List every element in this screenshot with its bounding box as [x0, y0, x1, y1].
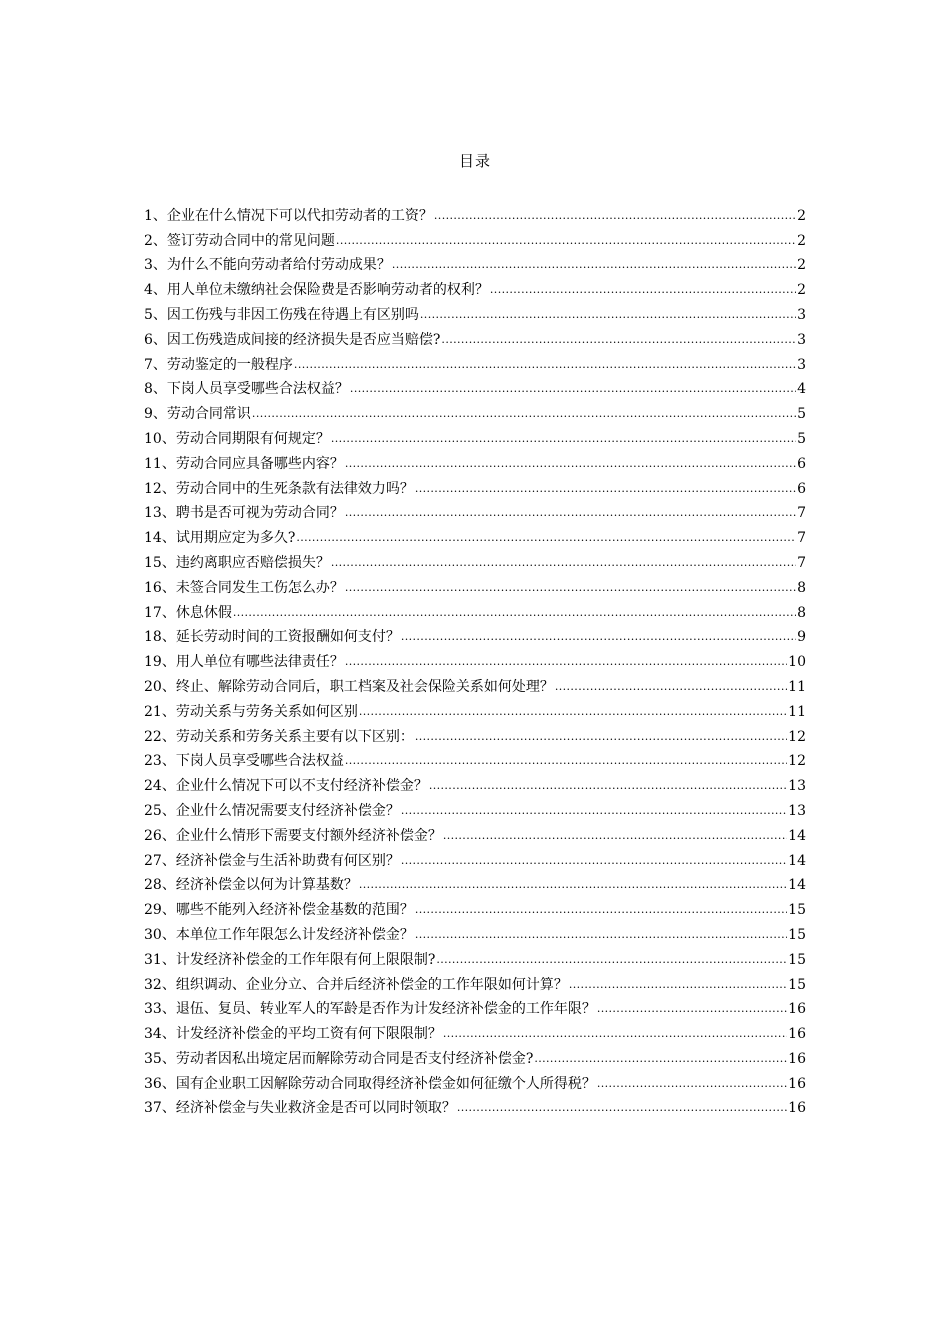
toc-entry[interactable] — [144, 1093, 806, 1118]
toc-entry-page-number: 7 — [797, 554, 806, 571]
toc-dot-leader — [401, 630, 796, 644]
toc-entry-title: 33、退伍、复员、转业军人的军龄是否作为计发经济补偿金的工作年限？ — [144, 1001, 596, 1018]
toc-dot-leader — [233, 606, 796, 620]
toc-dot-leader — [457, 1101, 787, 1115]
toc-entry-title: 15、违约离职应否赔偿损失？ — [144, 554, 330, 571]
toc-entry-page-number: 7 — [797, 505, 806, 522]
toc-dot-leader — [345, 581, 796, 595]
table-of-contents — [144, 200, 806, 1117]
toc-entry-title: 26、企业什么情形下需要支付额外经济补偿金？ — [144, 827, 442, 844]
toc-dot-leader — [415, 482, 796, 496]
toc-dot-leader — [336, 234, 796, 248]
toc-entry[interactable] — [144, 374, 806, 399]
toc-dot-leader — [534, 1052, 787, 1066]
toc-dot-leader — [597, 1077, 787, 1091]
toc-dot-leader — [252, 407, 796, 421]
toc-entry[interactable] — [144, 547, 806, 572]
toc-entry-title: 21、劳动关系与劳务关系如何区别 — [144, 703, 358, 720]
toc-entry-title: 4、用人单位未缴纳社会保险费是否影响劳动者的权利？ — [144, 282, 489, 299]
toc-entry-title: 31、计发经济补偿金的工作年限有何上限限制? — [144, 951, 436, 968]
toc-entry-title: 3、为什么不能向劳动者给付劳动成果？ — [144, 257, 391, 274]
toc-entry[interactable] — [144, 894, 806, 919]
toc-entry-page-number: 14 — [788, 877, 806, 894]
toc-entry-page-number: 3 — [797, 356, 806, 373]
toc-entry-page-number: 14 — [788, 827, 806, 844]
toc-entry-page-number: 16 — [788, 1026, 806, 1043]
toc-entry-page-number: 2 — [797, 282, 806, 299]
toc-entry-title: 19、用人单位有哪些法律责任？ — [144, 654, 344, 671]
toc-entry[interactable] — [144, 349, 806, 374]
toc-entry-title: 30、本单位工作年限怎么计发经济补偿金？ — [144, 926, 414, 943]
toc-entry-page-number: 16 — [788, 1100, 806, 1117]
toc-dot-leader — [392, 258, 796, 272]
toc-entry[interactable] — [144, 721, 806, 746]
toc-dot-leader — [415, 730, 787, 744]
toc-entry-page-number: 6 — [797, 455, 806, 472]
toc-entry[interactable] — [144, 423, 806, 448]
toc-entry[interactable] — [144, 200, 806, 225]
toc-dot-leader — [415, 903, 787, 917]
toc-entry-title: 25、企业什么情况需要支付经济补偿金？ — [144, 802, 400, 819]
toc-entry-title: 16、未签合同发生工伤怎么办？ — [144, 579, 344, 596]
toc-entry-title: 28、经济补偿金以何为计算基数？ — [144, 877, 358, 894]
toc-entry[interactable] — [144, 274, 806, 299]
toc-entry-title: 10、劳动合同期限有何规定？ — [144, 430, 330, 447]
toc-dot-leader — [555, 680, 787, 694]
toc-entry[interactable] — [144, 671, 806, 696]
toc-entry[interactable] — [144, 696, 806, 721]
toc-entry-page-number: 4 — [797, 381, 806, 398]
toc-entry-page-number: 14 — [788, 852, 806, 869]
toc-entry[interactable] — [144, 225, 806, 250]
toc-entry-page-number: 12 — [788, 753, 806, 770]
toc-entry[interactable] — [144, 398, 806, 423]
toc-entry[interactable] — [144, 572, 806, 597]
toc-entry-title: 22、劳动关系和劳务关系主要有以下区别： — [144, 728, 414, 745]
toc-title: 目录 — [458, 152, 491, 170]
toc-entry-title: 18、延长劳动时间的工资报酬如何支付？ — [144, 629, 400, 646]
toc-dot-leader — [443, 1027, 787, 1041]
toc-entry[interactable] — [144, 746, 806, 771]
toc-entry[interactable] — [144, 820, 806, 845]
toc-entry-title: 1、企业在什么情况下可以代扣劳动者的工资？ — [144, 207, 433, 224]
toc-entry-page-number: 16 — [788, 1075, 806, 1092]
toc-entry-page-number: 3 — [797, 306, 806, 323]
toc-dot-leader — [443, 829, 787, 843]
toc-dot-leader — [569, 978, 787, 992]
toc-dot-leader — [345, 754, 787, 768]
toc-entry[interactable] — [144, 944, 806, 969]
toc-dot-leader — [331, 556, 796, 570]
toc-entry-page-number: 15 — [788, 976, 806, 993]
toc-entry[interactable] — [144, 870, 806, 895]
toc-entry[interactable] — [144, 498, 806, 523]
toc-entry[interactable] — [144, 994, 806, 1019]
toc-dot-leader — [345, 506, 796, 520]
toc-entry-title: 24、企业什么情况下可以不支付经济补偿金？ — [144, 778, 428, 795]
toc-entry-page-number: 10 — [788, 654, 806, 671]
toc-entry-title: 7、劳动鉴定的一般程序 — [144, 356, 293, 373]
toc-entry-page-number: 3 — [797, 331, 806, 348]
toc-dot-leader — [597, 1002, 787, 1016]
toc-entry[interactable] — [144, 919, 806, 944]
toc-entry[interactable] — [144, 845, 806, 870]
toc-entry-page-number: 13 — [788, 778, 806, 795]
toc-entry[interactable] — [144, 646, 806, 671]
toc-entry-page-number: 6 — [797, 480, 806, 497]
toc-dot-leader — [401, 804, 787, 818]
toc-entry-page-number: 12 — [788, 728, 806, 745]
toc-entry-title: 35、劳动者因私出境定居而解除劳动合同是否支付经济补偿金? — [144, 1050, 534, 1067]
toc-entry-page-number: 15 — [788, 902, 806, 919]
toc-dot-leader — [429, 779, 787, 793]
toc-entry-title: 20、终止、解除劳动合同后，职工档案及社会保险关系如何处理？ — [144, 678, 554, 695]
toc-entry[interactable] — [144, 250, 806, 275]
toc-entry-page-number: 8 — [797, 579, 806, 596]
toc-entry[interactable] — [144, 622, 806, 647]
toc-entry[interactable] — [144, 770, 806, 795]
toc-entry-page-number: 16 — [788, 1050, 806, 1067]
toc-entry-page-number: 5 — [797, 406, 806, 423]
toc-entry-page-number: 7 — [797, 530, 806, 547]
toc-entry-title: 5、因工伤残与非因工伤残在待遇上有区别吗 — [144, 306, 419, 323]
toc-entry-title: 9、劳动合同常识 — [144, 406, 251, 423]
toc-dot-leader — [331, 432, 796, 446]
toc-entry-title: 12、劳动合同中的生死条款有法律效力吗？ — [144, 480, 414, 497]
toc-entry[interactable] — [144, 522, 806, 547]
toc-entry[interactable] — [144, 1018, 806, 1043]
toc-entry-page-number: 8 — [797, 604, 806, 621]
toc-dot-leader — [296, 531, 796, 545]
toc-entry-page-number: 11 — [788, 678, 806, 695]
toc-entry-title: 36、国有企业职工因解除劳动合同取得经济补偿金如何征缴个人所得税？ — [144, 1075, 596, 1092]
toc-dot-leader — [345, 457, 796, 471]
toc-entry-title: 17、休息休假 — [144, 604, 232, 621]
toc-entry[interactable] — [144, 969, 806, 994]
toc-dot-leader — [415, 928, 787, 942]
toc-entry-page-number: 11 — [788, 703, 806, 720]
toc-dot-leader — [441, 333, 796, 347]
toc-entry-title: 32、组织调动、企业分立、合并后经济补偿金的工作年限如何计算？ — [144, 976, 568, 993]
toc-entry[interactable] — [144, 795, 806, 820]
toc-dot-leader — [420, 308, 796, 322]
toc-dot-leader — [490, 283, 796, 297]
toc-entry[interactable] — [144, 473, 806, 498]
toc-entry-title: 2、签订劳动合同中的常见问题 — [144, 232, 335, 249]
toc-dot-leader — [359, 705, 787, 719]
toc-entry-page-number: 2 — [797, 207, 806, 224]
toc-entry[interactable] — [144, 1068, 806, 1093]
toc-dot-leader — [345, 655, 787, 669]
toc-entry-title: 34、计发经济补偿金的平均工资有何下限限制？ — [144, 1026, 442, 1043]
toc-entry-page-number: 13 — [788, 802, 806, 819]
toc-entry[interactable] — [144, 597, 806, 622]
toc-dot-leader — [434, 209, 796, 223]
toc-entry[interactable] — [144, 1043, 806, 1068]
toc-entry-title: 37、经济补偿金与失业救济金是否可以同时领取？ — [144, 1100, 456, 1117]
toc-entry-page-number: 9 — [797, 629, 806, 646]
toc-entry-title: 23、下岗人员享受哪些合法权益 — [144, 753, 344, 770]
toc-entry-title: 6、因工伤残造成间接的经济损失是否应当赔偿? — [144, 331, 441, 348]
toc-entry-page-number: 5 — [797, 430, 806, 447]
toc-entry[interactable] — [144, 448, 806, 473]
toc-entry-page-number: 15 — [788, 926, 806, 943]
toc-entry-page-number: 16 — [788, 1001, 806, 1018]
toc-dot-leader — [359, 878, 787, 892]
toc-entry[interactable] — [144, 299, 806, 324]
toc-dot-leader — [350, 382, 796, 396]
toc-entry-title: 14、试用期应定为多久? — [144, 530, 296, 547]
toc-entry-title: 29、哪些不能列入经济补偿金基数的范围？ — [144, 902, 414, 919]
toc-dot-leader — [436, 953, 787, 967]
toc-entry-title: 13、聘书是否可视为劳动合同？ — [144, 505, 344, 522]
toc-dot-leader — [294, 358, 796, 372]
toc-entry-page-number: 2 — [797, 232, 806, 249]
toc-entry-title: 11、劳动合同应具备哪些内容？ — [144, 455, 344, 472]
toc-entry-title: 8、下岗人员享受哪些合法权益？ — [144, 381, 349, 398]
toc-dot-leader — [401, 854, 787, 868]
toc-entry[interactable] — [144, 324, 806, 349]
toc-entry-page-number: 2 — [797, 257, 806, 274]
toc-entry-title: 27、经济补偿金与生活补助费有何区别？ — [144, 852, 400, 869]
toc-entry-page-number: 15 — [788, 951, 806, 968]
